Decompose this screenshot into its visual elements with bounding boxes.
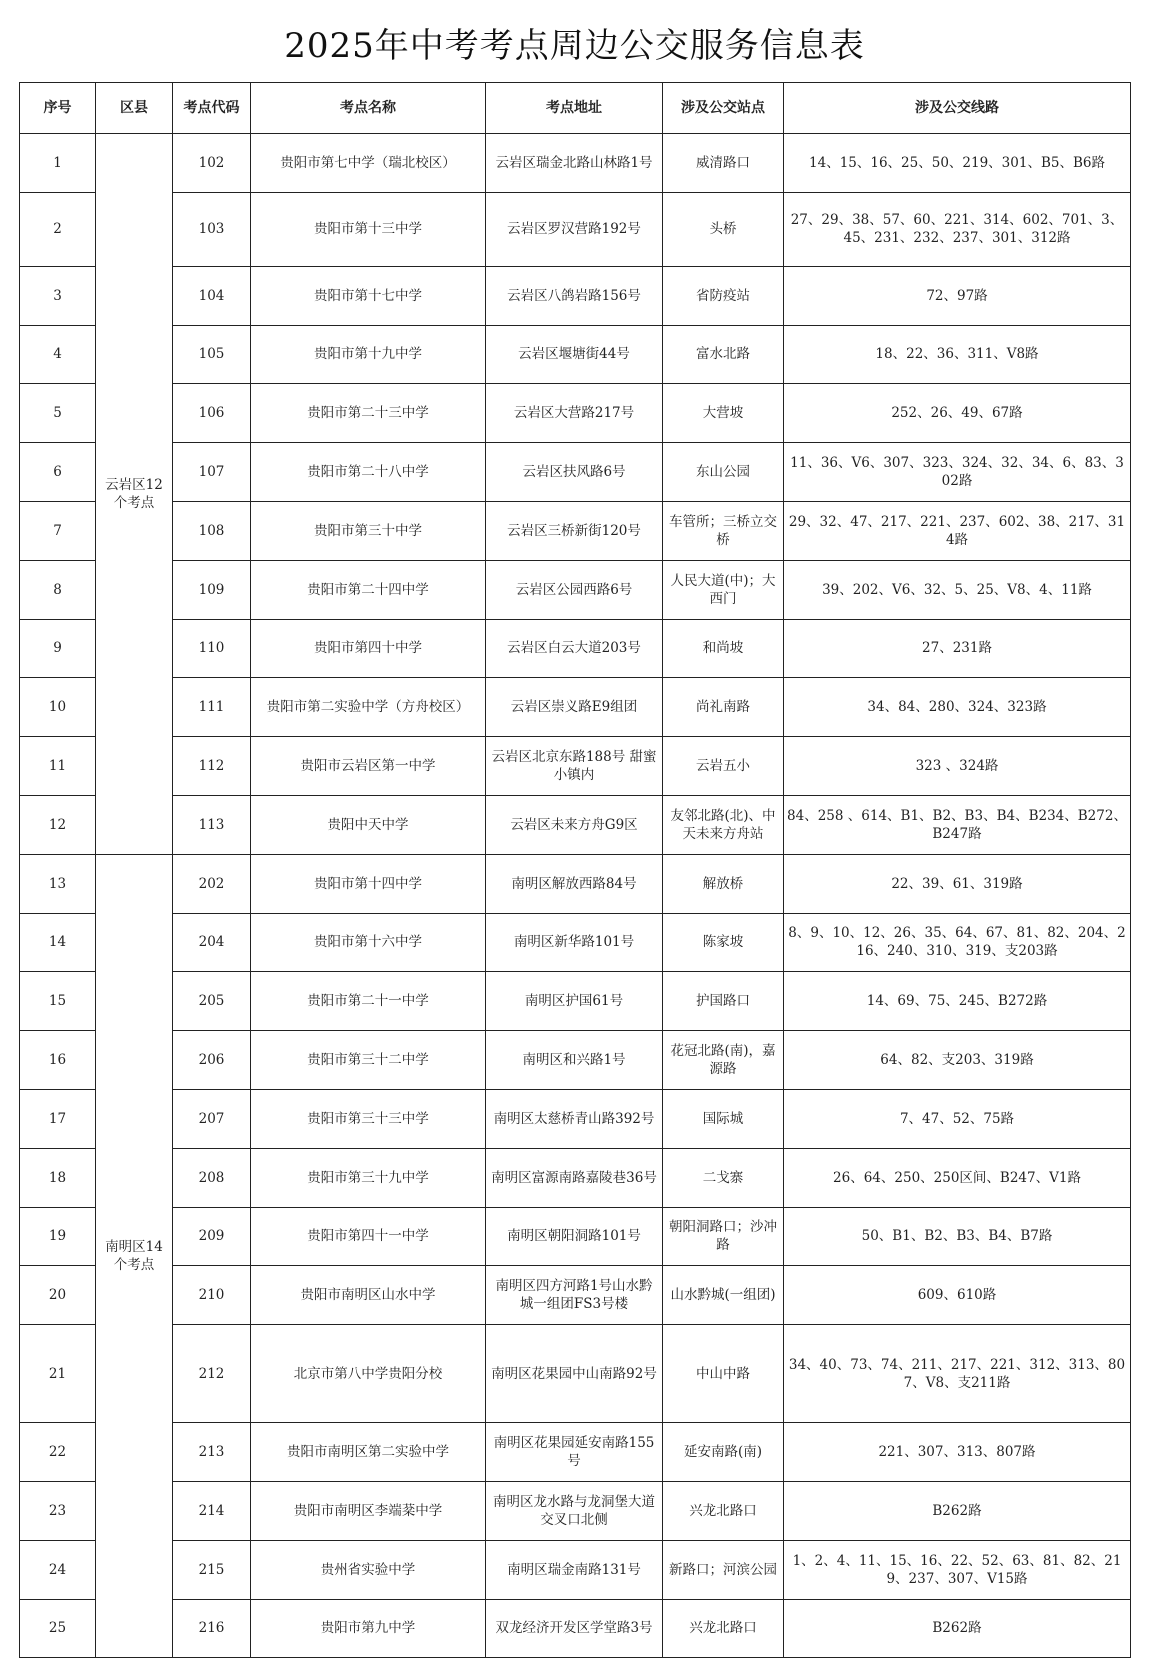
exam-site-address: 云岩区八鸽岩路156号 <box>486 266 663 325</box>
exam-site-address: 云岩区未来方舟G9区 <box>486 795 663 854</box>
exam-site-name: 贵阳市南明区李端棻中学 <box>251 1481 486 1540</box>
exam-site-name: 贵阳市第二十四中学 <box>251 560 486 619</box>
bus-stop: 友邻北路(北)、中天未来方舟站 <box>663 795 784 854</box>
table-row <box>20 443 1131 502</box>
exam-site-address: 云岩区瑞金北路山林路1号 <box>486 134 663 193</box>
exam-site-address: 云岩区堰塘街44号 <box>486 325 663 384</box>
bus-stop: 东山公园 <box>663 443 784 502</box>
table-row <box>20 678 1131 737</box>
row-no: 5 <box>20 384 96 443</box>
exam-site-address: 南明区解放西路84号 <box>486 854 663 913</box>
table-row <box>20 854 1131 913</box>
bus-stop: 山水黔城(一组团) <box>663 1266 784 1325</box>
exam-site-name: 北京市第八中学贵阳分校 <box>251 1325 486 1423</box>
row-no: 17 <box>20 1089 96 1148</box>
bus-lines: 1、2、4、11、15、16、22、52、63、81、82、219、237、307、V15路 <box>784 1540 1131 1599</box>
exam-site-address: 云岩区公园西路6号 <box>486 560 663 619</box>
exam-site-address: 南明区花果园中山南路92号 <box>486 1325 663 1423</box>
row-no: 10 <box>20 678 96 737</box>
exam-site-address: 南明区护国61号 <box>486 972 663 1031</box>
bus-lines: 34、84、280、324、323路 <box>784 678 1131 737</box>
bus-lines: 221、307、313、807路 <box>784 1423 1131 1482</box>
exam-site-name: 贵阳市南明区第二实验中学 <box>251 1423 486 1482</box>
bus-lines: 14、69、75、245、B272路 <box>784 972 1131 1031</box>
bus-stop: 威清路口 <box>663 134 784 193</box>
header-no: 序号 <box>20 83 96 134</box>
bus-stop: 国际城 <box>663 1089 784 1148</box>
exam-code: 110 <box>173 619 251 678</box>
page-title: 2025年中考考点周边公交服务信息表 <box>284 26 865 66</box>
exam-site-name: 贵阳市第二十八中学 <box>251 443 486 502</box>
table-row <box>20 913 1131 972</box>
exam-site-name: 贵阳市第三十九中学 <box>251 1148 486 1207</box>
bus-lines: 323 、324路 <box>784 737 1131 796</box>
bus-lines: 26、64、250、250区间、B247、V1路 <box>784 1148 1131 1207</box>
row-no: 24 <box>20 1540 96 1599</box>
table-row <box>20 560 1131 619</box>
bus-stop: 新路口；河滨公园 <box>663 1540 784 1599</box>
bus-lines: 39、202、V6、32、5、25、V8、4、11路 <box>784 560 1131 619</box>
exam-code: 214 <box>173 1481 251 1540</box>
exam-code: 112 <box>173 737 251 796</box>
exam-site-name: 贵阳市云岩区第一中学 <box>251 737 486 796</box>
exam-site-name: 贵州省实验中学 <box>251 1540 486 1599</box>
bus-stop: 兴龙北路口 <box>663 1599 784 1658</box>
exam-site-address: 南明区四方河路1号山水黔城一组团FS3号楼 <box>486 1266 663 1325</box>
exam-code: 113 <box>173 795 251 854</box>
exam-site-name: 贵阳市第二十三中学 <box>251 384 486 443</box>
exam-code: 102 <box>173 134 251 193</box>
bus-stop: 花冠北路(南)，嘉源路 <box>663 1031 784 1090</box>
row-no: 7 <box>20 501 96 560</box>
row-no: 1 <box>20 134 96 193</box>
row-no: 19 <box>20 1207 96 1266</box>
row-no: 3 <box>20 266 96 325</box>
bus-stop: 和尚坡 <box>663 619 784 678</box>
row-no: 8 <box>20 560 96 619</box>
bus-lines: 27、29、38、57、60、221、314、602、701、3、45、231、232、237、301、312路 <box>784 192 1131 266</box>
exam-code: 207 <box>173 1089 251 1148</box>
header-row <box>20 83 1131 134</box>
exam-code: 206 <box>173 1031 251 1090</box>
bus-lines: 252、26、49、67路 <box>784 384 1131 443</box>
row-no: 18 <box>20 1148 96 1207</box>
bus-lines: 29、32、47、217、221、237、602、38、217、314路 <box>784 501 1131 560</box>
exam-code: 106 <box>173 384 251 443</box>
exam-site-name: 贵阳市第三十三中学 <box>251 1089 486 1148</box>
bus-lines: 72、97路 <box>784 266 1131 325</box>
bus-stop: 大营坡 <box>663 384 784 443</box>
bus-stop: 兴龙北路口 <box>663 1481 784 1540</box>
exam-code: 204 <box>173 913 251 972</box>
bus-lines: 64、82、支203、319路 <box>784 1031 1131 1090</box>
bus-stop: 陈家坡 <box>663 913 784 972</box>
table-row <box>20 1540 1131 1599</box>
exam-site-address: 云岩区罗汉营路192号 <box>486 192 663 266</box>
exam-site-name: 贵阳市南明区山水中学 <box>251 1266 486 1325</box>
bus-stop: 人民大道(中)；大西门 <box>663 560 784 619</box>
row-no: 4 <box>20 325 96 384</box>
header-code: 考点代码 <box>173 83 251 134</box>
table-row <box>20 1423 1131 1482</box>
row-no: 12 <box>20 795 96 854</box>
exam-code: 216 <box>173 1599 251 1658</box>
table-row <box>20 266 1131 325</box>
exam-code: 109 <box>173 560 251 619</box>
table-row <box>20 1089 1131 1148</box>
exam-site-name: 贵阳市第十六中学 <box>251 913 486 972</box>
table-row <box>20 325 1131 384</box>
header-district: 区县 <box>96 83 173 134</box>
district-cell: 南明区14个考点 <box>96 854 173 1658</box>
bus-stop: 中山中路 <box>663 1325 784 1423</box>
table-row <box>20 1207 1131 1266</box>
exam-site-address: 南明区花果园延安南路155号 <box>486 1423 663 1482</box>
table-row <box>20 795 1131 854</box>
exam-code: 103 <box>173 192 251 266</box>
exam-site-name: 贵阳市第二十一中学 <box>251 972 486 1031</box>
bus-lines: 11、36、V6、307、323、324、32、34、6、83、302路 <box>784 443 1131 502</box>
table-row <box>20 192 1131 266</box>
bus-stop: 车管所；三桥立交桥 <box>663 501 784 560</box>
table-row <box>20 1325 1131 1423</box>
bus-stop: 尚礼南路 <box>663 678 784 737</box>
table-row <box>20 1266 1131 1325</box>
exam-site-address: 云岩区三桥新街120号 <box>486 501 663 560</box>
table-row <box>20 619 1131 678</box>
bus-stop: 头桥 <box>663 192 784 266</box>
bus-lines: 34、40、73、74、211、217、221、312、313、807、V8、支211路 <box>784 1325 1131 1423</box>
exam-code: 104 <box>173 266 251 325</box>
bus-lines: 22、39、61、319路 <box>784 854 1131 913</box>
exam-code: 210 <box>173 1266 251 1325</box>
row-no: 25 <box>20 1599 96 1658</box>
row-no: 16 <box>20 1031 96 1090</box>
row-no: 15 <box>20 972 96 1031</box>
exam-code: 107 <box>173 443 251 502</box>
bus-lines: 84、258 、614、B1、B2、B3、B4、B234、B272、B247路 <box>784 795 1131 854</box>
exam-site-address: 云岩区扶风路6号 <box>486 443 663 502</box>
exam-code: 205 <box>173 972 251 1031</box>
exam-code: 108 <box>173 501 251 560</box>
row-no: 13 <box>20 854 96 913</box>
bus-stop: 延安南路(南) <box>663 1423 784 1482</box>
exam-site-name: 贵阳市第七中学（瑞北校区） <box>251 134 486 193</box>
bus-lines: 27、231路 <box>784 619 1131 678</box>
row-no: 14 <box>20 913 96 972</box>
exam-site-address: 南明区新华路101号 <box>486 913 663 972</box>
exam-site-address: 云岩区北京东路188号 甜蜜小镇内 <box>486 737 663 796</box>
exam-code: 208 <box>173 1148 251 1207</box>
exam-site-address: 双龙经济开发区学堂路3号 <box>486 1599 663 1658</box>
header-name: 考点名称 <box>251 83 486 134</box>
exam-code: 213 <box>173 1423 251 1482</box>
table-row <box>20 1599 1131 1658</box>
bus-stop: 护国路口 <box>663 972 784 1031</box>
row-no: 6 <box>20 443 96 502</box>
bus-info-table <box>19 82 1131 1658</box>
bus-stop: 富水北路 <box>663 325 784 384</box>
exam-site-name: 贵阳市第九中学 <box>251 1599 486 1658</box>
bus-stop: 云岩五小 <box>663 737 784 796</box>
exam-site-address: 南明区和兴路1号 <box>486 1031 663 1090</box>
exam-site-name: 贵阳市第三十二中学 <box>251 1031 486 1090</box>
exam-site-address: 云岩区白云大道203号 <box>486 619 663 678</box>
exam-site-address: 南明区富源南路嘉陵巷36号 <box>486 1148 663 1207</box>
table-row <box>20 972 1131 1031</box>
exam-code: 105 <box>173 325 251 384</box>
exam-code: 111 <box>173 678 251 737</box>
exam-site-name: 贵阳市第三十中学 <box>251 501 486 560</box>
exam-site-name: 贵阳市第二实验中学（方舟校区） <box>251 678 486 737</box>
bus-lines: B262路 <box>784 1481 1131 1540</box>
exam-code: 202 <box>173 854 251 913</box>
exam-site-name: 贵阳市第十九中学 <box>251 325 486 384</box>
exam-site-name: 贵阳市第十四中学 <box>251 854 486 913</box>
exam-site-name: 贵阳中天中学 <box>251 795 486 854</box>
table-row <box>20 1031 1131 1090</box>
exam-code: 212 <box>173 1325 251 1423</box>
exam-code: 215 <box>173 1540 251 1599</box>
exam-site-address: 云岩区大营路217号 <box>486 384 663 443</box>
header-stop: 涉及公交站点 <box>663 83 784 134</box>
bus-lines: 609、610路 <box>784 1266 1131 1325</box>
row-no: 11 <box>20 737 96 796</box>
row-no: 23 <box>20 1481 96 1540</box>
table-row <box>20 737 1131 796</box>
bus-lines: 7、47、52、75路 <box>784 1089 1131 1148</box>
table-row <box>20 384 1131 443</box>
exam-site-address: 南明区太慈桥青山路392号 <box>486 1089 663 1148</box>
bus-lines: B262路 <box>784 1599 1131 1658</box>
row-no: 21 <box>20 1325 96 1423</box>
exam-site-name: 贵阳市第十七中学 <box>251 266 486 325</box>
header-address: 考点地址 <box>486 83 663 134</box>
bus-stop: 解放桥 <box>663 854 784 913</box>
exam-site-name: 贵阳市第十三中学 <box>251 192 486 266</box>
bus-stop: 省防疫站 <box>663 266 784 325</box>
row-no: 22 <box>20 1423 96 1482</box>
bus-lines: 14、15、16、25、50、219、301、B5、B6路 <box>784 134 1131 193</box>
table-row <box>20 1148 1131 1207</box>
bus-lines: 18、22、36、311、V8路 <box>784 325 1131 384</box>
row-no: 20 <box>20 1266 96 1325</box>
bus-lines: 50、B1、B2、B3、B4、B7路 <box>784 1207 1131 1266</box>
row-no: 9 <box>20 619 96 678</box>
bus-stop: 二戈寨 <box>663 1148 784 1207</box>
district-cell: 云岩区12个考点 <box>96 134 173 855</box>
table-row <box>20 501 1131 560</box>
exam-site-address: 云岩区崇义路E9组团 <box>486 678 663 737</box>
exam-site-address: 南明区龙水路与龙洞堡大道交叉口北侧 <box>486 1481 663 1540</box>
exam-code: 209 <box>173 1207 251 1266</box>
table-body <box>20 134 1131 1658</box>
bus-lines: 8、9、10、12、26、35、64、67、81、82、204、216、240、310、319、支203路 <box>784 913 1131 972</box>
bus-stop: 朝阳洞路口；沙冲路 <box>663 1207 784 1266</box>
table-row <box>20 1481 1131 1540</box>
exam-site-name: 贵阳市第四十中学 <box>251 619 486 678</box>
exam-site-name: 贵阳市第四十一中学 <box>251 1207 486 1266</box>
exam-site-address: 南明区瑞金南路131号 <box>486 1540 663 1599</box>
table-row <box>20 134 1131 193</box>
row-no: 2 <box>20 192 96 266</box>
header-lines: 涉及公交线路 <box>784 83 1131 134</box>
exam-site-address: 南明区朝阳洞路101号 <box>486 1207 663 1266</box>
